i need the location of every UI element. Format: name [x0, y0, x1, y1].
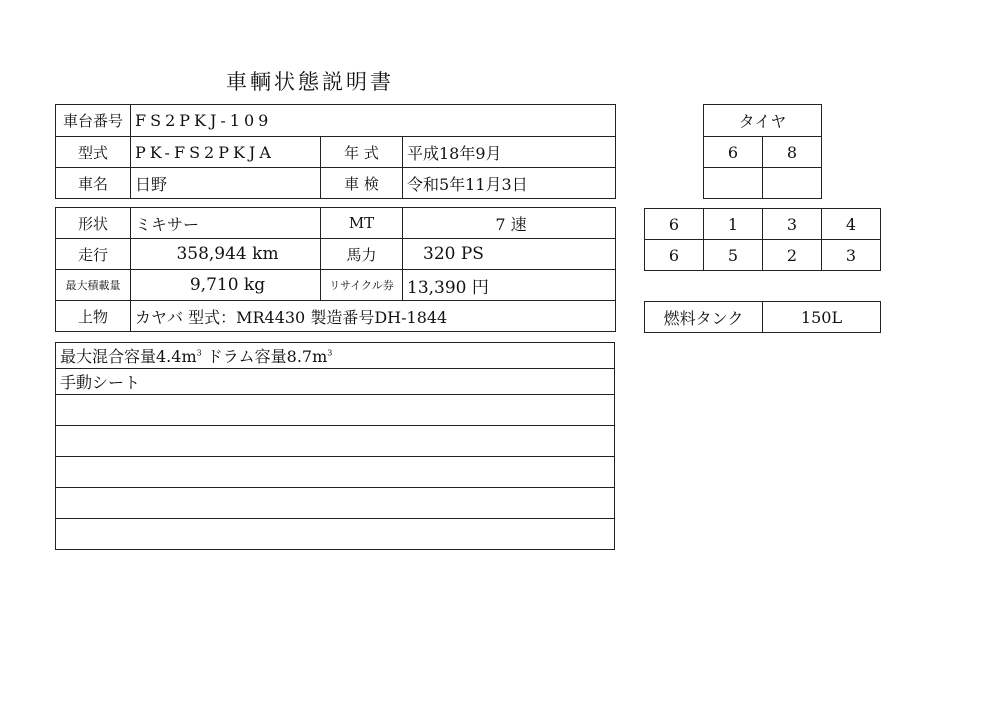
notes-line-2: 手動シート	[56, 369, 615, 395]
tire-grid-cell: 3	[763, 209, 822, 240]
recycle-ticket-value: 13,390 円	[403, 270, 616, 301]
max-payload-value: 9,710 kg	[131, 270, 321, 301]
vehicle-name-value: 日野	[131, 168, 321, 199]
horsepower-label: 馬力	[321, 239, 403, 270]
fuel-tank-value: 150L	[763, 302, 881, 333]
inspection-label: 車 検	[321, 168, 403, 199]
notes-line-4	[56, 426, 615, 457]
model-label: 型式	[56, 137, 131, 168]
tire-top-empty-1	[704, 168, 763, 199]
cubic-superscript-2: 3	[327, 348, 333, 358]
mileage-value: 358,944 km	[131, 239, 321, 270]
year-label: 年 式	[321, 137, 403, 168]
notes-line-7	[56, 519, 615, 550]
tire-grid-cell: 4	[822, 209, 881, 240]
fuel-tank-table	[644, 301, 881, 333]
tire-grid-cell: 6	[645, 209, 704, 240]
max-mix-capacity: 最大混合容量4.4m	[60, 347, 197, 366]
notes-table	[55, 342, 615, 550]
recycle-ticket-label: リサイクル券	[321, 270, 403, 301]
chassis-number-value: FS2PKJ-109	[131, 105, 616, 137]
tire-top-1: 6	[704, 137, 763, 168]
tire-grid-cell: 3	[822, 240, 881, 271]
tire-grid-cell: 5	[704, 240, 763, 271]
tire-grid-cell: 1	[704, 209, 763, 240]
transmission-value: 7 速	[403, 208, 616, 239]
year-value: 平成18年9月	[403, 137, 616, 168]
fuel-tank-label: 燃料タンク	[645, 302, 763, 333]
mileage-label: 走行	[56, 239, 131, 270]
cubic-superscript-1: 3	[196, 348, 202, 358]
vehicle-info-table	[55, 104, 616, 199]
tire-top-2: 8	[763, 137, 822, 168]
drum-capacity: ドラム容量8.7m	[201, 347, 328, 366]
notes-line-3	[56, 395, 615, 426]
inspection-value: 令和5年11月3日	[403, 168, 616, 199]
tire-count-table	[703, 104, 822, 199]
tire-grid-table	[644, 208, 881, 271]
tire-grid-cell: 6	[645, 240, 704, 271]
shape-label: 形状	[56, 208, 131, 239]
tire-top-empty-2	[763, 168, 822, 199]
notes-line-1	[56, 343, 615, 369]
specs-table	[55, 207, 616, 332]
chassis-number-label: 車台番号	[56, 105, 131, 137]
body-value: カヤバ 型式：MR4430 製造番号DH-1844	[131, 301, 616, 332]
transmission-label: MT	[321, 208, 403, 239]
horsepower-value: 320 PS	[403, 239, 616, 270]
max-payload-label: 最大積載量	[56, 270, 131, 301]
notes-line-6	[56, 488, 615, 519]
tire-label: タイヤ	[704, 105, 822, 137]
document-title: 車輌状態説明書	[226, 70, 394, 94]
shape-value: ミキサー	[131, 208, 321, 239]
body-label: 上物	[56, 301, 131, 332]
notes-line-5	[56, 457, 615, 488]
tire-grid-cell: 2	[763, 240, 822, 271]
model-value: PK-FS2PKJA	[131, 137, 321, 168]
vehicle-name-label: 車名	[56, 168, 131, 199]
